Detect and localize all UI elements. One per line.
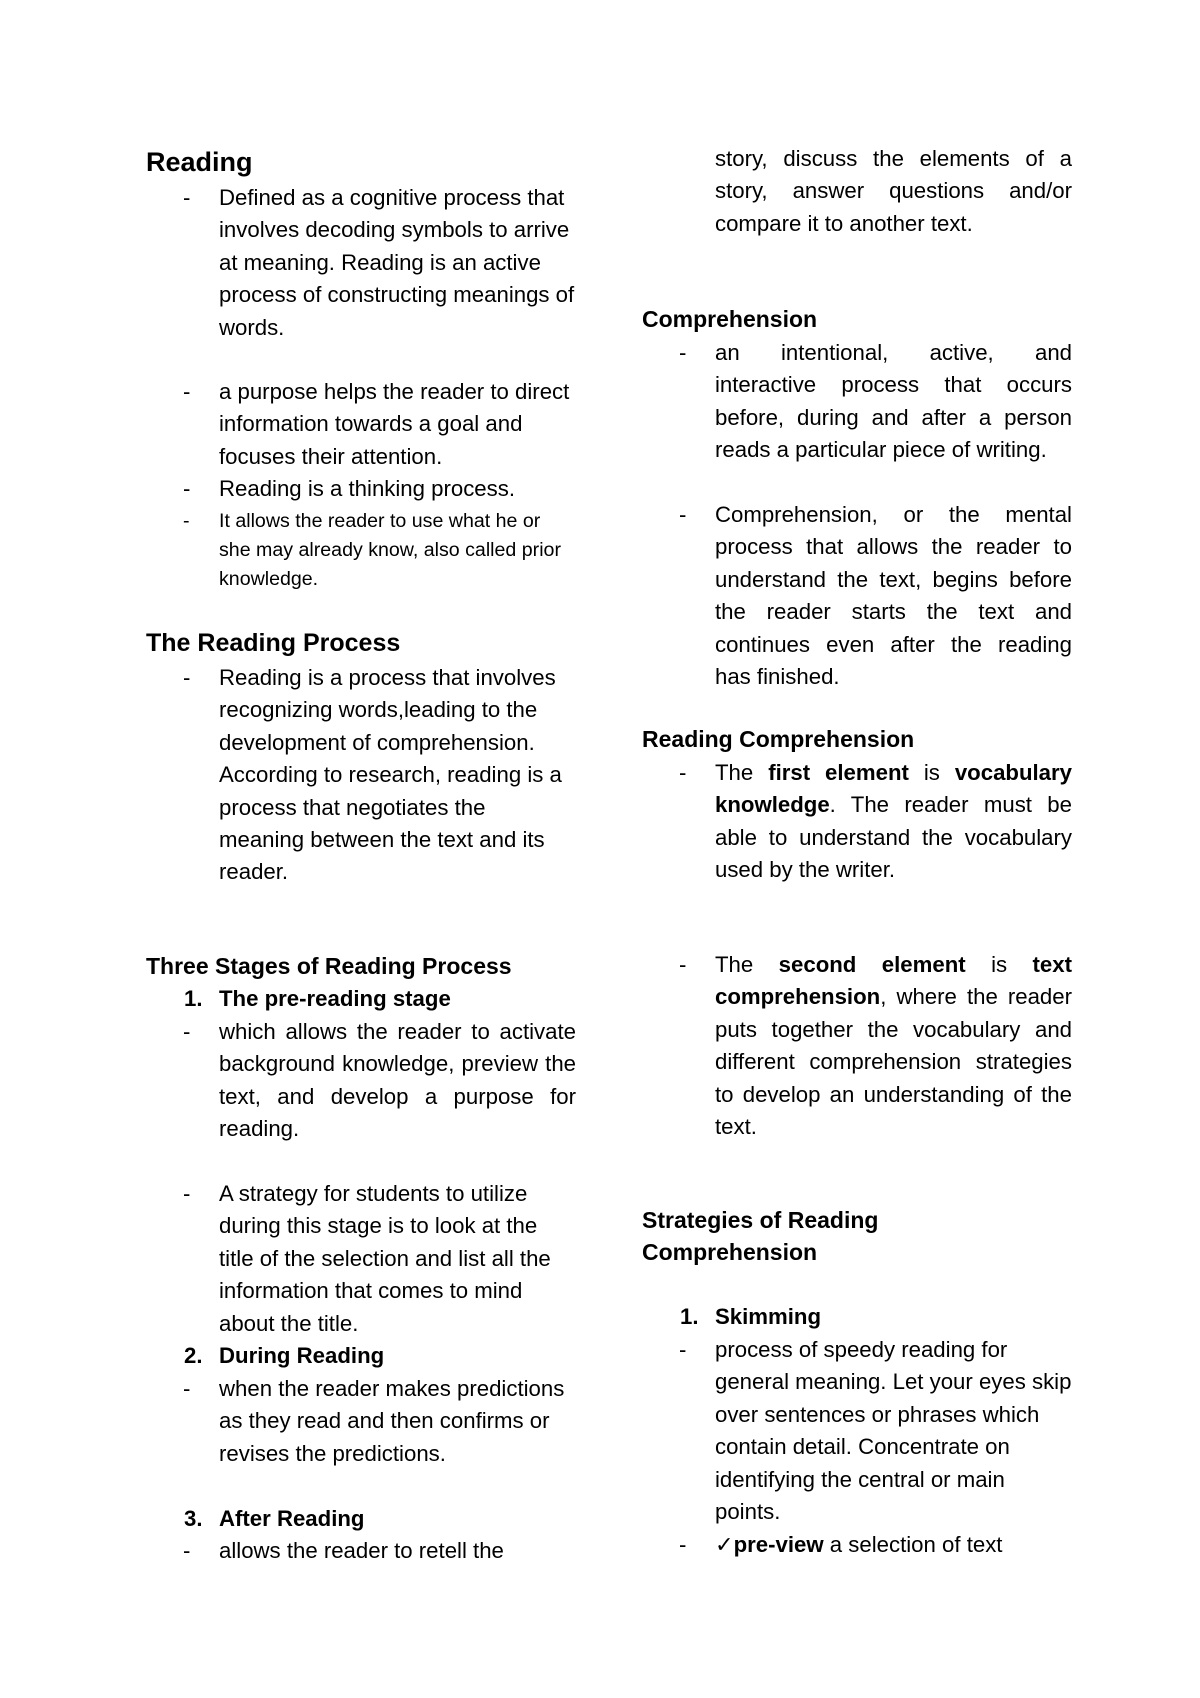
list-item-text: an intentional, active, and interactive process that occurs before, during and after a person reads a particular piece of writing. (715, 340, 1072, 463)
heading-strategies: Strategies of Reading Comprehension (642, 1207, 879, 1266)
list-item-text: It allows the reader to use what he or she may already know, also called prior knowledge. (219, 510, 561, 590)
list-number: 2. (184, 1343, 203, 1368)
bullet-dash: - (679, 760, 687, 785)
bullet-dash: - (183, 1376, 191, 1401)
list-item (146, 376, 576, 473)
list-item (642, 337, 1072, 467)
list-item (146, 507, 576, 594)
list-item-text: Reading is a thinking process. (219, 476, 515, 501)
heading-reading-process: The Reading Process (146, 629, 401, 657)
bullet-dash: - (183, 185, 191, 210)
list-number: 3. (184, 1506, 203, 1531)
bullet-dash: - (183, 1019, 191, 1044)
list-item (146, 182, 576, 344)
stage-2-heading (146, 1340, 576, 1372)
list-item (146, 1178, 576, 1340)
list-item-text: Reading is a process that involves recognizing words,leading to the development of comprehension. According to research, reading is a process that negotiates the meaning between the text and its reader. (219, 665, 562, 885)
bullet-dash: - (679, 502, 687, 527)
list-item (642, 499, 1072, 693)
heading-comprehension: Comprehension (642, 306, 818, 332)
list-item-text: which allows the reader to activate background knowledge, preview the text, and develop a purpose for reading. (219, 1019, 576, 1142)
list-item-text (715, 757, 1072, 887)
bold-term: vocabulary knowledge (715, 760, 1072, 818)
list-item-text: allows the reader to retell the (219, 1538, 504, 1563)
list-item-text: a purpose helps the reader to direct information towards a goal and focuses their attention. (219, 379, 570, 469)
list-number: 1. (184, 986, 203, 1011)
bold-term: text comprehension (715, 952, 1072, 1010)
list-number: 1. (680, 1304, 699, 1329)
text-run: , where the reader puts together the vocabulary and different comprehension strategies to develop an understanding of the text. (715, 984, 1072, 1140)
bullet-dash: - (183, 665, 191, 690)
list-item-text: when the reader makes predictions as they read and then confirms or revises the predictions. (219, 1376, 565, 1466)
strategy-1-heading (642, 1301, 1072, 1333)
text-run: The (715, 952, 779, 977)
list-item (146, 662, 576, 889)
list-item-text: process of speedy reading for general meaning. Let your eyes skip over sentences or phrases which contain detail. Concentrate on identifying the central or main points. (715, 1337, 1072, 1525)
bold-term: second element (778, 952, 966, 977)
heading-reading-comprehension: Reading Comprehension (642, 726, 915, 752)
bullet-dash: - (183, 1538, 191, 1563)
continued-text: story, discuss the elements of a story, answer questions and/or compare it to another text. (715, 146, 1072, 236)
bullet-dash: - (183, 379, 191, 404)
bold-term: first element (768, 760, 909, 785)
list-item (146, 1373, 576, 1470)
bullet-dash: - (183, 510, 190, 532)
checkmark-icon: ✓ (715, 1532, 734, 1557)
text-run: a selection of text (823, 1532, 1003, 1557)
list-item (642, 1529, 1072, 1561)
list-item (146, 1535, 576, 1567)
text-run: is (908, 760, 955, 785)
stage-title: During Reading (219, 1343, 385, 1368)
bullet-dash: - (183, 1181, 191, 1206)
text-run: . The reader must be able to understand the vocabulary used by the writer. (715, 792, 1072, 883)
stage-title: After Reading (219, 1506, 365, 1531)
list-item (146, 1016, 576, 1146)
heading-three-stages: Three Stages of Reading Process (146, 953, 512, 979)
bold-term: pre-view (733, 1532, 824, 1557)
bullet-dash: - (183, 476, 191, 501)
bullet-dash: - (679, 340, 687, 365)
bullet-dash: - (679, 952, 687, 977)
list-item (642, 949, 1072, 1143)
strategy-title: Skimming (715, 1304, 822, 1329)
stage-title: The pre-reading stage (219, 986, 451, 1011)
stage-3-heading (146, 1503, 576, 1535)
list-item-text: A strategy for students to utilize during this stage is to look at the title of the selection and list all the information that comes to mind about the title. (219, 1181, 551, 1336)
list-item-text: Comprehension, or the mental process that allows the reader to understand the text, begins before the reader starts the text and continues even after the reading has finished. (715, 502, 1072, 690)
list-item-text (715, 949, 1072, 1143)
text-run: The (715, 760, 769, 785)
list-item (146, 473, 576, 505)
list-item (642, 757, 1072, 887)
list-item (642, 1334, 1072, 1528)
bullet-dash: - (679, 1532, 687, 1557)
stage-1-heading (146, 983, 576, 1015)
text-run: is (965, 952, 1033, 977)
list-item-text (715, 1529, 1072, 1561)
list-item-text: Defined as a cognitive process that involves decoding symbols to arrive at meaning. Reading is an active process of constructing meanings of words. (219, 185, 575, 340)
bullet-dash: - (679, 1337, 687, 1362)
heading-reading: Reading (146, 147, 253, 177)
